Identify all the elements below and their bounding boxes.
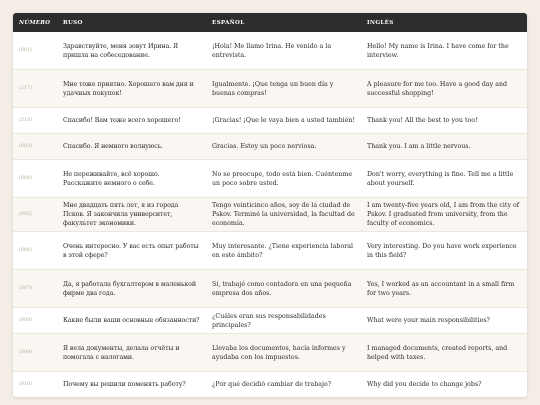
english-cell: Thank you! All the best to you too! [361,108,527,134]
table-row [13,270,527,308]
spanish-cell: No se preocupe, todo está bien. Cuéntenme un poco sobre usted. [206,160,361,198]
table-body [13,32,527,397]
row-number: (009) [13,334,57,372]
spanish-cell: ¿Cuáles eran sus responsabilidades principales? [206,308,361,334]
russian-cell: Здравствуйте, меня зовут Ирина. Я пришла на собеседование. [57,32,206,70]
spanish-cell: Muy interesante. ¿Tiene experiencia laboral en este ámbito? [206,232,361,270]
table-row [13,70,527,108]
russian-cell: Мне тоже приятно. Хорошего вам дня и удачных покупок! [57,70,206,108]
russian-cell: Спасибо! Вам тоже всего хорошего! [57,108,206,134]
row-number: (006) [13,232,57,270]
russian-cell: Спасибо. Я немного волнуюсь. [57,134,206,160]
table-header [13,13,527,32]
spanish-cell: ¡Hola! Me llamo Irina. He venido a la entrevista. [206,32,361,70]
row-number: (004) [13,160,57,198]
header-spanish: ESPAÑOL [212,19,245,26]
row-number: (003) [13,134,57,160]
spanish-cell: ¡Gracias! ¡Que le vaya bien a usted también! [206,108,361,134]
table-row [13,134,527,160]
spanish-cell: Gracias. Estoy un poco nerviosa. [206,134,361,160]
phrase-table [13,13,527,397]
table-row [13,108,527,134]
header-english: INGLÉS [367,19,394,26]
russian-cell: Почему вы решили поменять работу? [63,381,186,388]
russian-cell: Да, я работала бухгалтером в маленькой фирме два года. [57,270,206,308]
row-number: (008) [13,308,57,334]
english-cell: I am twenty-five years old, I am from the city of Pskov. I graduated from university, from the faculty of economics. [361,198,527,232]
row-number: (010) [19,382,32,387]
table-row [13,334,527,372]
english-cell: I managed documents, created reports, and helped with taxes. [361,334,527,372]
russian-cell: Очень интересно. У вас есть опыт работы в этой сфере? [57,232,206,270]
row-number: (005) [13,198,57,232]
row-number: (218) [13,108,57,134]
spanish-cell: Llevaba los documentos, hacía informes y ayudaba con los impuestos. [206,334,361,372]
english-cell: Why did you decide to change jobs? [367,381,482,388]
table-row [13,308,527,334]
spanish-cell: Tengo veinticinco años, soy de la ciudad de Pskov. Terminé la universidad, la facultad de economía. [206,198,361,232]
spanish-cell: Igualmente. ¡Que tenga un buen día y buenas compras! [206,70,361,108]
table-row [13,198,527,232]
spanish-cell: Sí, trabajé como contadora en una pequeña empresa dos años. [206,270,361,308]
row-number: (007) [13,270,57,308]
russian-cell: Мне двадцать пять лет, я из города Псков. Я закончила университет, факультет экономики. [57,198,206,232]
russian-cell: Какие были ваши основные обязанности? [57,308,206,334]
row-number: (001) [13,32,57,70]
spanish-cell: ¿Por qué decidió cambiar de trabajo? [212,381,332,388]
phrase-table-card [13,13,527,397]
table-row [13,232,527,270]
header-number: NÚMERO [19,19,51,26]
english-cell: Very interesting. Do you have work experience in this field? [361,232,527,270]
header-russian: RUSO [63,19,83,26]
table-row [13,372,527,398]
english-cell: What were your main responsibilities? [361,308,527,334]
header-row [13,13,527,32]
english-cell: Yes, I worked as an accountant in a small firm for two years. [361,270,527,308]
row-number: (217) [13,70,57,108]
russian-cell: Не переживайте, всё хорошо. Расскажите немного о себе. [57,160,206,198]
english-cell: A pleasure for me too. Have a good day and successful shopping! [361,70,527,108]
english-cell: Thank you. I am a little nervous. [361,134,527,160]
english-cell: Don't worry, everything is fine. Tell me a little about yourself. [361,160,527,198]
table-row [13,32,527,70]
russian-cell: Я вела документы, делала отчёты и помогала с налогами. [57,334,206,372]
english-cell: Hello! My name is Irina. I have come for the interview. [361,32,527,70]
table-row [13,160,527,198]
